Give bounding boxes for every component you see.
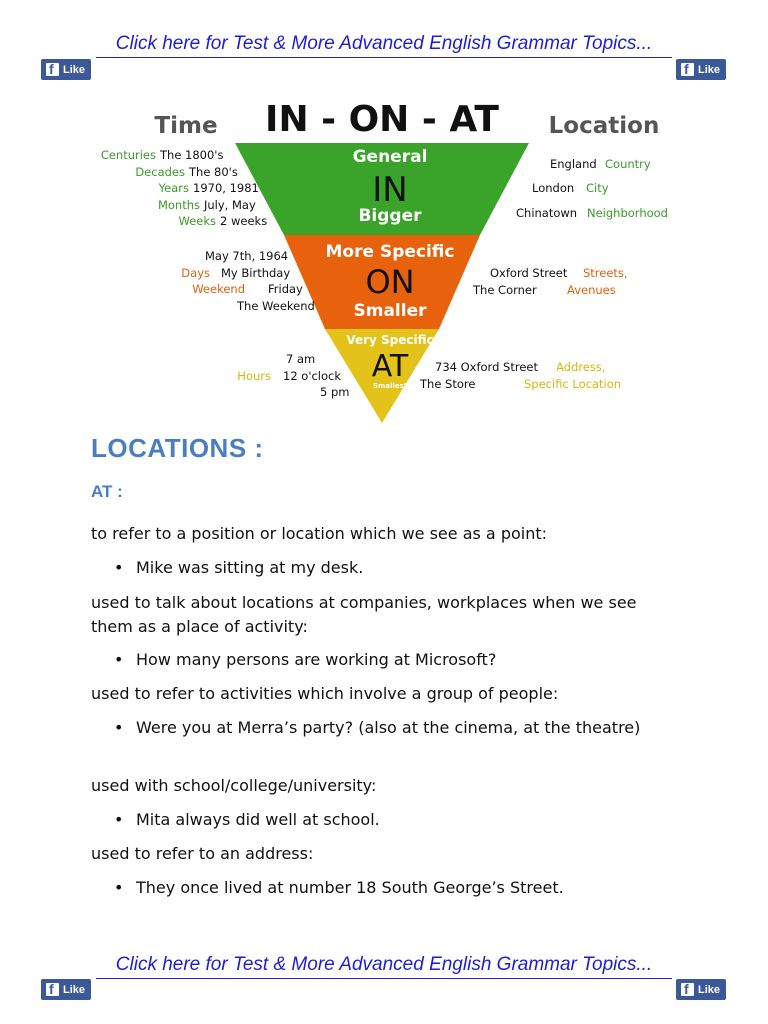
like-button-right[interactable] <box>676 59 726 80</box>
loc-in-ex: Chinatown <box>516 206 578 220</box>
time-at-ex: 7 am <box>286 352 316 366</box>
paragraph: used to refer to an address: <box>91 844 314 863</box>
in-word: IN <box>372 170 408 210</box>
time-in-ex: The 80's <box>189 165 238 179</box>
time-in-ex: 2 weeks <box>220 214 268 228</box>
bullet: • <box>114 650 124 669</box>
loc-in-cat: Neighborhood <box>587 206 668 220</box>
facebook-icon: f <box>46 983 59 996</box>
time-in-ex: The 1800's <box>160 148 224 162</box>
loc-on-ex: The Corner <box>473 283 537 297</box>
time-on-cat: Days <box>181 266 210 280</box>
bullet: • <box>114 878 124 897</box>
paragraph: to refer to a position or location which we see as a point: <box>91 524 548 543</box>
on-word: ON <box>365 263 415 301</box>
time-at-cat: Hours <box>237 369 271 383</box>
facebook-icon: f <box>46 63 59 76</box>
paragraph: used to refer to activities which involve a group of people: <box>91 684 559 703</box>
loc-in-ex: London <box>532 181 575 195</box>
on-bottom-label: Smaller <box>353 301 427 321</box>
at-bottom-label: Smallest <box>372 382 408 390</box>
loc-in-cat: Country <box>605 157 651 171</box>
facebook-icon: f <box>681 983 694 996</box>
list-item <box>114 648 674 672</box>
bullet: • <box>114 558 124 577</box>
list-item-text: Were you at Merra’s party? (also at the cinema, at the theatre) <box>136 718 641 737</box>
header-link[interactable]: Click here for Test & More Advanced English Grammar Topics... <box>115 33 653 54</box>
list-item <box>114 876 674 900</box>
like-label: Like <box>698 63 721 76</box>
paragraph: used with school/college/university: <box>91 776 377 795</box>
loc-on-cat: Streets, <box>583 266 628 280</box>
loc-on-ex: Oxford Street <box>490 266 568 280</box>
list-item-text: Mita always did well at school. <box>136 810 380 829</box>
section-title: LOCATIONS : <box>91 433 264 463</box>
footer-link[interactable]: Click here for Test & More Advanced English Grammar Topics... <box>115 954 653 975</box>
loc-at-cat: Address, <box>556 360 606 374</box>
loc-in-ex: England <box>550 157 597 171</box>
list-item <box>114 556 674 580</box>
subsection-title: AT : <box>91 482 123 501</box>
list-item-text: They once lived at number 18 South George’s Street. <box>136 878 564 897</box>
loc-at-cat: Specific Location <box>524 377 622 391</box>
time-in-ex: 1970, 1981 <box>193 181 259 195</box>
location-label: Location <box>548 113 660 139</box>
time-in-cat: Decades <box>135 165 185 179</box>
footer-link-underline <box>96 978 672 979</box>
time-in-cat: Weeks <box>178 214 216 228</box>
in-on-at-diagram <box>88 92 680 432</box>
header-link-underline <box>96 57 672 58</box>
like-label: Like <box>698 983 721 996</box>
facebook-icon: f <box>681 63 694 76</box>
time-in-cat: Months <box>157 198 200 212</box>
in-top-label: General <box>352 147 428 167</box>
loc-at-ex: The Store <box>420 377 476 391</box>
list-item <box>114 808 674 832</box>
bullet: • <box>114 810 124 829</box>
in-bottom-label: Bigger <box>358 206 422 226</box>
time-in-cat: Centuries <box>100 148 156 162</box>
time-on-ex: May 7th, 1964 <box>205 249 289 263</box>
time-in-ex: July, May <box>204 198 256 212</box>
loc-at-ex: 734 Oxford Street <box>435 360 538 374</box>
like-label: Like <box>63 983 86 996</box>
time-at-ex: 5 pm <box>320 385 350 399</box>
at-top-label: Very Specific <box>346 333 434 347</box>
like-button-right[interactable] <box>676 979 726 1000</box>
like-button-left[interactable] <box>41 979 91 1000</box>
time-in-cat: Years <box>158 181 189 195</box>
list-item-text: How many persons are working at Microsoft? <box>136 650 497 669</box>
time-label: Time <box>154 113 218 139</box>
time-at-ex: 12 o'clock <box>283 369 342 383</box>
loc-in-cat: City <box>586 181 609 195</box>
loc-on-cat: Avenues <box>567 283 616 297</box>
time-on-ex: Friday <box>268 282 303 296</box>
bullet: • <box>114 718 124 737</box>
list-item <box>114 716 674 740</box>
like-button-left[interactable] <box>41 59 91 80</box>
time-on-cat: Weekend <box>192 282 245 296</box>
on-top-label: More Specific <box>325 242 455 262</box>
like-label: Like <box>63 63 86 76</box>
time-on-ex: My Birthday <box>221 266 291 280</box>
paragraph: used to talk about locations at companies, workplaces when we see them as a place of activity: <box>91 593 637 636</box>
list-item-text: Mike was sitting at my desk. <box>136 558 364 577</box>
time-on-ex: The Weekend <box>237 299 315 313</box>
at-word: AT <box>371 349 409 384</box>
diagram-title: IN - ON - AT <box>265 99 499 140</box>
